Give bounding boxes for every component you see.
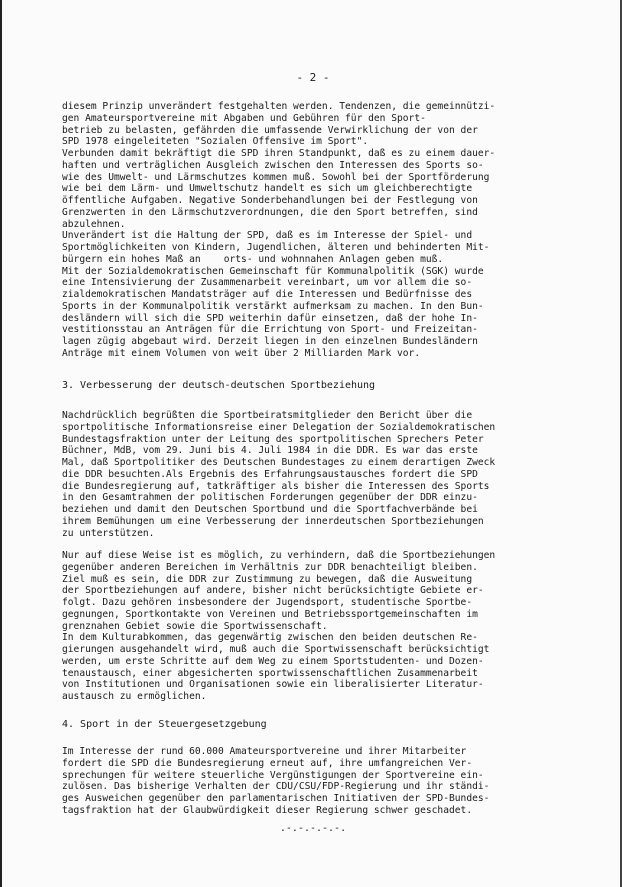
- text-line: austausch zu ermöglichen.: [62, 691, 207, 702]
- text-line: ges Ausweichen gegenüber den parlamentarischen Initiativen der SPD-Bundes-: [62, 793, 490, 804]
- text-line: desländern will sich die SPD weiterhin dafür einsetzen, daß der hohe In-: [62, 312, 478, 324]
- page-number: - 2 -: [296, 71, 330, 84]
- text-line: Mal, daß Sportpolitiker des Deutschen Bundestages zu einem derartigen Zweck: [62, 457, 496, 468]
- heading-section-4: 4. Sport in der Steuergesetzgebung: [62, 719, 267, 730]
- text-line: Nachdrücklich begrüßten die Sportbeiratsmitglieder den Bericht über die: [62, 410, 473, 421]
- text-line: Büchner, MdB, vom 29. Juni bis 4. Juli 1984 in die DDR. Es war das erste: [62, 445, 478, 457]
- text-line: ihrem Bemühungen um eine Verbesserung der innerdeutschen Sportbeziehungen: [62, 515, 484, 527]
- text-line: abzulehnen.: [62, 218, 126, 230]
- text-line: Ziel muß es sein, die DDR zur Zustimmung zu bewegen, daß die Ausweitung: [62, 573, 473, 585]
- text-line: Verbunden damit bekräftigt die SPD ihren Standpunkt, daß es zu einem dauer-: [62, 148, 496, 159]
- text-line: lagen zügig abgebaut wird. Derzeit liegen in den einzelnen Bundesländern: [62, 336, 478, 347]
- text-line: der Sportbeziehungen auf andere, bisher nicht berücksichtigte Gebiete er-: [62, 585, 484, 597]
- text-line: eine Intensivierung der Zusammenarbeit vereinbart, um vor allem die so-: [62, 277, 473, 289]
- text-line: Sports in der Kommunalpolitik verstärkt aufmerksam zu machen. In den Bun-: [62, 300, 484, 312]
- text-line: haften und verträglichen Ausgleich zwischen den Interessen des Sports so-: [62, 159, 484, 171]
- text-line: grenznahen Gebiet sowie die Sportwissenschaft.: [62, 620, 328, 632]
- text-line: zu unterstützen.: [62, 527, 155, 539]
- text-line: sprechungen für weitere steuerliche Vergünstigungen der Sportvereine ein-: [62, 769, 484, 781]
- text-line: Grenzwerten in den Lärmschutzverordnungen, die den Sport betreffen, sind: [62, 206, 478, 218]
- text-line: in den Gesamtrahmen der politischen Forderungen gegenüber der DDR einzu-: [62, 492, 478, 504]
- text-line: die Bundesregierung auf, tatkräftiger als bisher die Interessen des Sports: [62, 480, 490, 492]
- text-line: beziehen und damit den Deutschen Sportbund und die Sportfachverbände bei: [62, 504, 478, 515]
- text-line: bürgern ein hohes Maß an orts- und wohnnahen Anlagen geben muß.: [62, 253, 444, 265]
- text-line: öffentliche Aufgaben. Negative Sonderbehandlungen bei der Festlegung von: [62, 195, 478, 206]
- text-line: zulösen. Das bisherige Verhalten der CDU/CSU/FDP-Regierung und ihr ständi-: [62, 781, 490, 793]
- text-line: gegnungen, Sportkontakte von Vereinen und Betriebssportgemeinschaften im: [62, 608, 478, 620]
- text-line: wie bei dem Lärm- und Umweltschutz handelt es sich um gleichberechtigte: [62, 183, 473, 195]
- text-line: SPD 1978 eingeleiteten "Sozialen Offensive im Sport".: [62, 136, 369, 148]
- text-line: gegenüber anderen Bereichen im Verhältnis zur DDR benachteiligt bleiben.: [62, 561, 478, 573]
- text-line: vestitionsstau an Anträgen für die Errichtung von Sport- und Freizeitan-: [62, 324, 478, 336]
- text-line: Im Interesse der rund 60.000 Amateursportvereine und ihrer Mitarbeiter: [62, 746, 467, 757]
- text-line: zialdemokratischen Mandatsträger auf die Interessen und Bedürfnisse des: [62, 289, 473, 300]
- text-line: In dem Kulturabkommen, das gegenwärtig zwischen den beiden deutschen Re-: [62, 632, 478, 644]
- text-line: diesem Prinzip unverändert festgehalten werden. Tendenzen, die gemeinnützi-: [62, 101, 496, 112]
- text-line: werden, um erste Schritte auf dem Weg zu einem Sportstudenten- und Dozen-: [62, 655, 484, 667]
- text-line: betrieb zu belasten, gefährden die umfassende Verwirklichung der von der: [62, 124, 478, 136]
- heading-section-3: 3. Verbesserung der deutsch-deutschen Sportbeziehung: [62, 380, 376, 391]
- text-line: wie des Umwelt- und Lärmschutzes kommen muß. Sowohl bei der Sportförderung: [62, 171, 490, 183]
- text-line: von Institutionen und Organisationen sowie ein liberalisierter Literatur-: [62, 679, 484, 691]
- text-line: sportpolitische Informationsreise einer Delegation der Sozialdemokratischen: [62, 421, 496, 433]
- text-line: Bundestagsfraktion unter der Leitung des sportpolitischen Sprechers Peter: [62, 433, 484, 445]
- text-line: gierungen ausgehandelt wird, muß auch die Sportwissenschaft berücksichtigt: [62, 644, 490, 655]
- text-line: Unverändert ist die Haltung der SPD, daß es im Interesse der Spiel- und: [62, 230, 473, 242]
- text-line: die DDR besuchten.Als Ergebnis des Erfahrungsaustausches fordert die SPD: [62, 468, 478, 480]
- text-line: tagsfraktion hat der Glaubwürdigkeit dieser Regierung schwer geschadet.: [62, 804, 473, 816]
- end-mark: .-.-.-.-.-.: [279, 823, 347, 834]
- text-line: folgt. Dazu gehören insbesondere der Jugendsport, studentische Sportbe-: [62, 597, 473, 608]
- text-line: tenaustausch, einer abgesicherten sportwissenschaftlichen Zusammenarbeit: [62, 667, 478, 679]
- text-line: Nur auf diese Weise ist es möglich, zu verhindern, daß die Sportbeziehungen: [62, 550, 496, 561]
- text-line: fordert die SPD die Bundesregierung erneut auf, ihre umfangreichen Ver-: [62, 757, 473, 769]
- text-line: gen Amateursportvereine mit Abgaben und Gebühren für den Sport-: [62, 112, 426, 124]
- text-line: Sportmöglichkeiten von Kindern, Jugendlichen, älteren und behinderten Mit-: [62, 242, 490, 253]
- text-line: Anträge mit einem Volumen von weit über 2 Milliarden Mark vor.: [62, 347, 421, 359]
- text-line: Mit der Sozialdemokratischen Gemeinschaft für Kommunalpolitik (SGK) wurde: [62, 265, 484, 277]
